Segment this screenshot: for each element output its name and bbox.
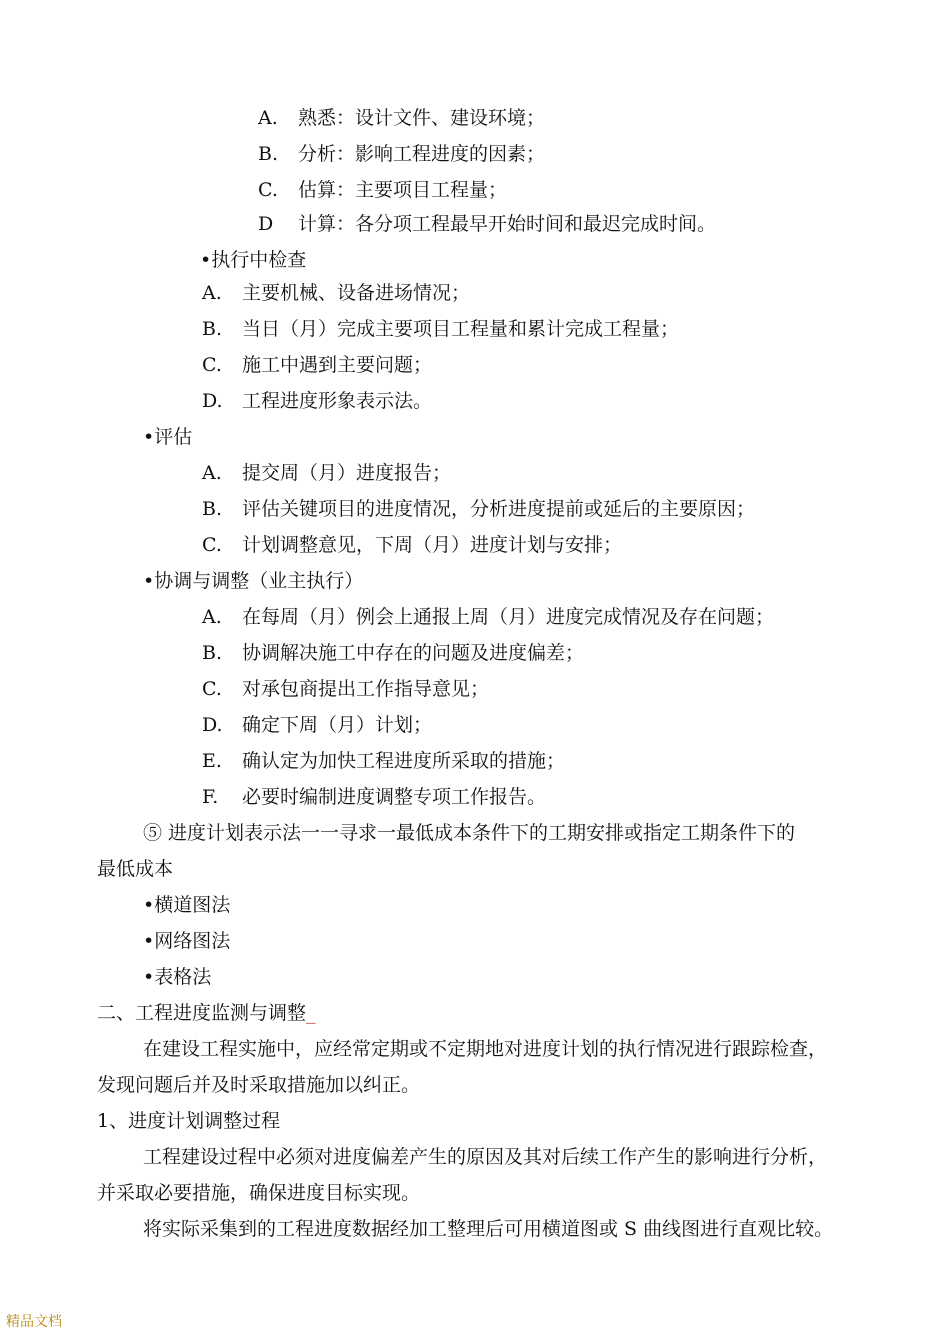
list-label: F. bbox=[202, 786, 219, 808]
coordinate-item-e bbox=[202, 749, 565, 773]
list-text: 计算：各分项工程最早开始时间和最迟完成时间。 bbox=[298, 213, 717, 235]
coordinate-item-d bbox=[202, 713, 432, 737]
list-label: B. bbox=[258, 143, 279, 165]
check-item-a bbox=[202, 281, 470, 305]
list-label: D. bbox=[202, 390, 223, 412]
list-text: 对承包商提出工作指导意见； bbox=[242, 678, 490, 700]
check-heading: •执行中检查 bbox=[200, 249, 307, 271]
section2-para-line1: 在建设工程实施中，应经常定期或不定期地对进度计划的执行情况进行跟踪检查， bbox=[143, 1038, 828, 1060]
list-label: A. bbox=[202, 606, 222, 628]
list-label: C. bbox=[202, 534, 222, 556]
coordinate-heading: •协调与调整（业主执行） bbox=[143, 570, 364, 592]
list-label: A. bbox=[258, 107, 278, 129]
coordinate-item-a bbox=[202, 605, 774, 629]
list-label: C. bbox=[202, 678, 222, 700]
evaluate-item-b bbox=[202, 497, 755, 521]
evaluate-heading: •评估 bbox=[143, 426, 193, 448]
method-gantt: •横道图法 bbox=[143, 894, 231, 916]
method-table: •表格法 bbox=[143, 966, 212, 988]
subsection1-title: 1、进度计划调整过程 bbox=[97, 1110, 281, 1132]
list-text: 在每周（月）例会上通报上周（月）进度完成情况及存在问题； bbox=[242, 606, 775, 628]
list-label: C. bbox=[202, 354, 222, 376]
list-label: B. bbox=[202, 318, 223, 340]
list-text: 确认定为加快工程进度所采取的措施； bbox=[242, 750, 566, 772]
analysis-item-b bbox=[258, 142, 545, 166]
subsection1-para1-line1: 工程建设过程中必须对进度偏差产生的原因及其对后续工作产生的影响进行分析， bbox=[143, 1146, 828, 1168]
list-label: E. bbox=[202, 750, 222, 772]
list-label: C. bbox=[258, 179, 278, 201]
list-text: 估算：主要项目工程量； bbox=[298, 179, 508, 201]
analysis-item-c bbox=[258, 178, 507, 202]
section2-underscore: _ bbox=[306, 1002, 316, 1024]
section2-title-text: 二、工程进度监测与调整 bbox=[97, 1002, 307, 1024]
item5-line2: 最低成本 bbox=[97, 858, 174, 880]
list-text: 当日（月）完成主要项目工程量和累计完成工程量； bbox=[242, 318, 680, 340]
section2-para-line2: 发现问题后并及时采取措施加以纠正。 bbox=[97, 1074, 421, 1096]
list-text: 必要时编制进度调整专项工作报告。 bbox=[242, 786, 547, 808]
list-text: 施工中遇到主要问题； bbox=[242, 354, 433, 376]
item5-line1: ⑤ 进度计划表示法一一寻求一最低成本条件下的工期安排或指定工期条件下的 bbox=[143, 822, 796, 844]
evaluate-item-a bbox=[202, 461, 451, 485]
list-label: A. bbox=[202, 282, 222, 304]
list-text: 主要机械、设备进场情况； bbox=[242, 282, 471, 304]
list-text: 分析：影响工程进度的因素； bbox=[298, 143, 546, 165]
analysis-item-a bbox=[258, 106, 545, 130]
list-text: 计划调整意见，下周（月）进度计划与安排； bbox=[242, 534, 623, 556]
list-text: 提交周（月）进度报告； bbox=[242, 462, 452, 484]
check-item-c bbox=[202, 353, 432, 377]
list-text: 确定下周（月）计划； bbox=[242, 714, 433, 736]
list-text: 协调解决施工中存在的问题及进度偏差； bbox=[242, 642, 585, 664]
coordinate-item-b bbox=[202, 641, 584, 665]
list-label: D. bbox=[202, 714, 223, 736]
evaluate-item-c bbox=[202, 533, 622, 557]
list-text: 工程进度形象表示法。 bbox=[242, 390, 433, 412]
method-network: •网络图法 bbox=[143, 930, 231, 952]
subsection1-para2: 将实际采集到的工程进度数据经加工整理后可用横道图或 S 曲线图进行直观比较。 bbox=[143, 1218, 834, 1240]
subsection1-para1-line2: 并采取必要措施，确保进度目标实现。 bbox=[97, 1182, 421, 1204]
list-label: A. bbox=[202, 462, 222, 484]
footer-label: 精品文档 bbox=[6, 1314, 62, 1330]
analysis-item-d bbox=[258, 212, 716, 236]
list-label: B. bbox=[202, 498, 223, 520]
check-item-b bbox=[202, 317, 679, 341]
list-label: B. bbox=[202, 642, 223, 664]
list-label: D bbox=[258, 213, 274, 235]
section2-title bbox=[97, 1001, 316, 1025]
coordinate-item-c bbox=[202, 677, 489, 701]
list-text: 熟悉：设计文件、建设环境； bbox=[298, 107, 546, 129]
list-text: 评估关键项目的进度情况，分析进度提前或延后的主要原因； bbox=[242, 498, 756, 520]
check-item-d bbox=[202, 389, 432, 413]
coordinate-item-f bbox=[202, 785, 546, 809]
